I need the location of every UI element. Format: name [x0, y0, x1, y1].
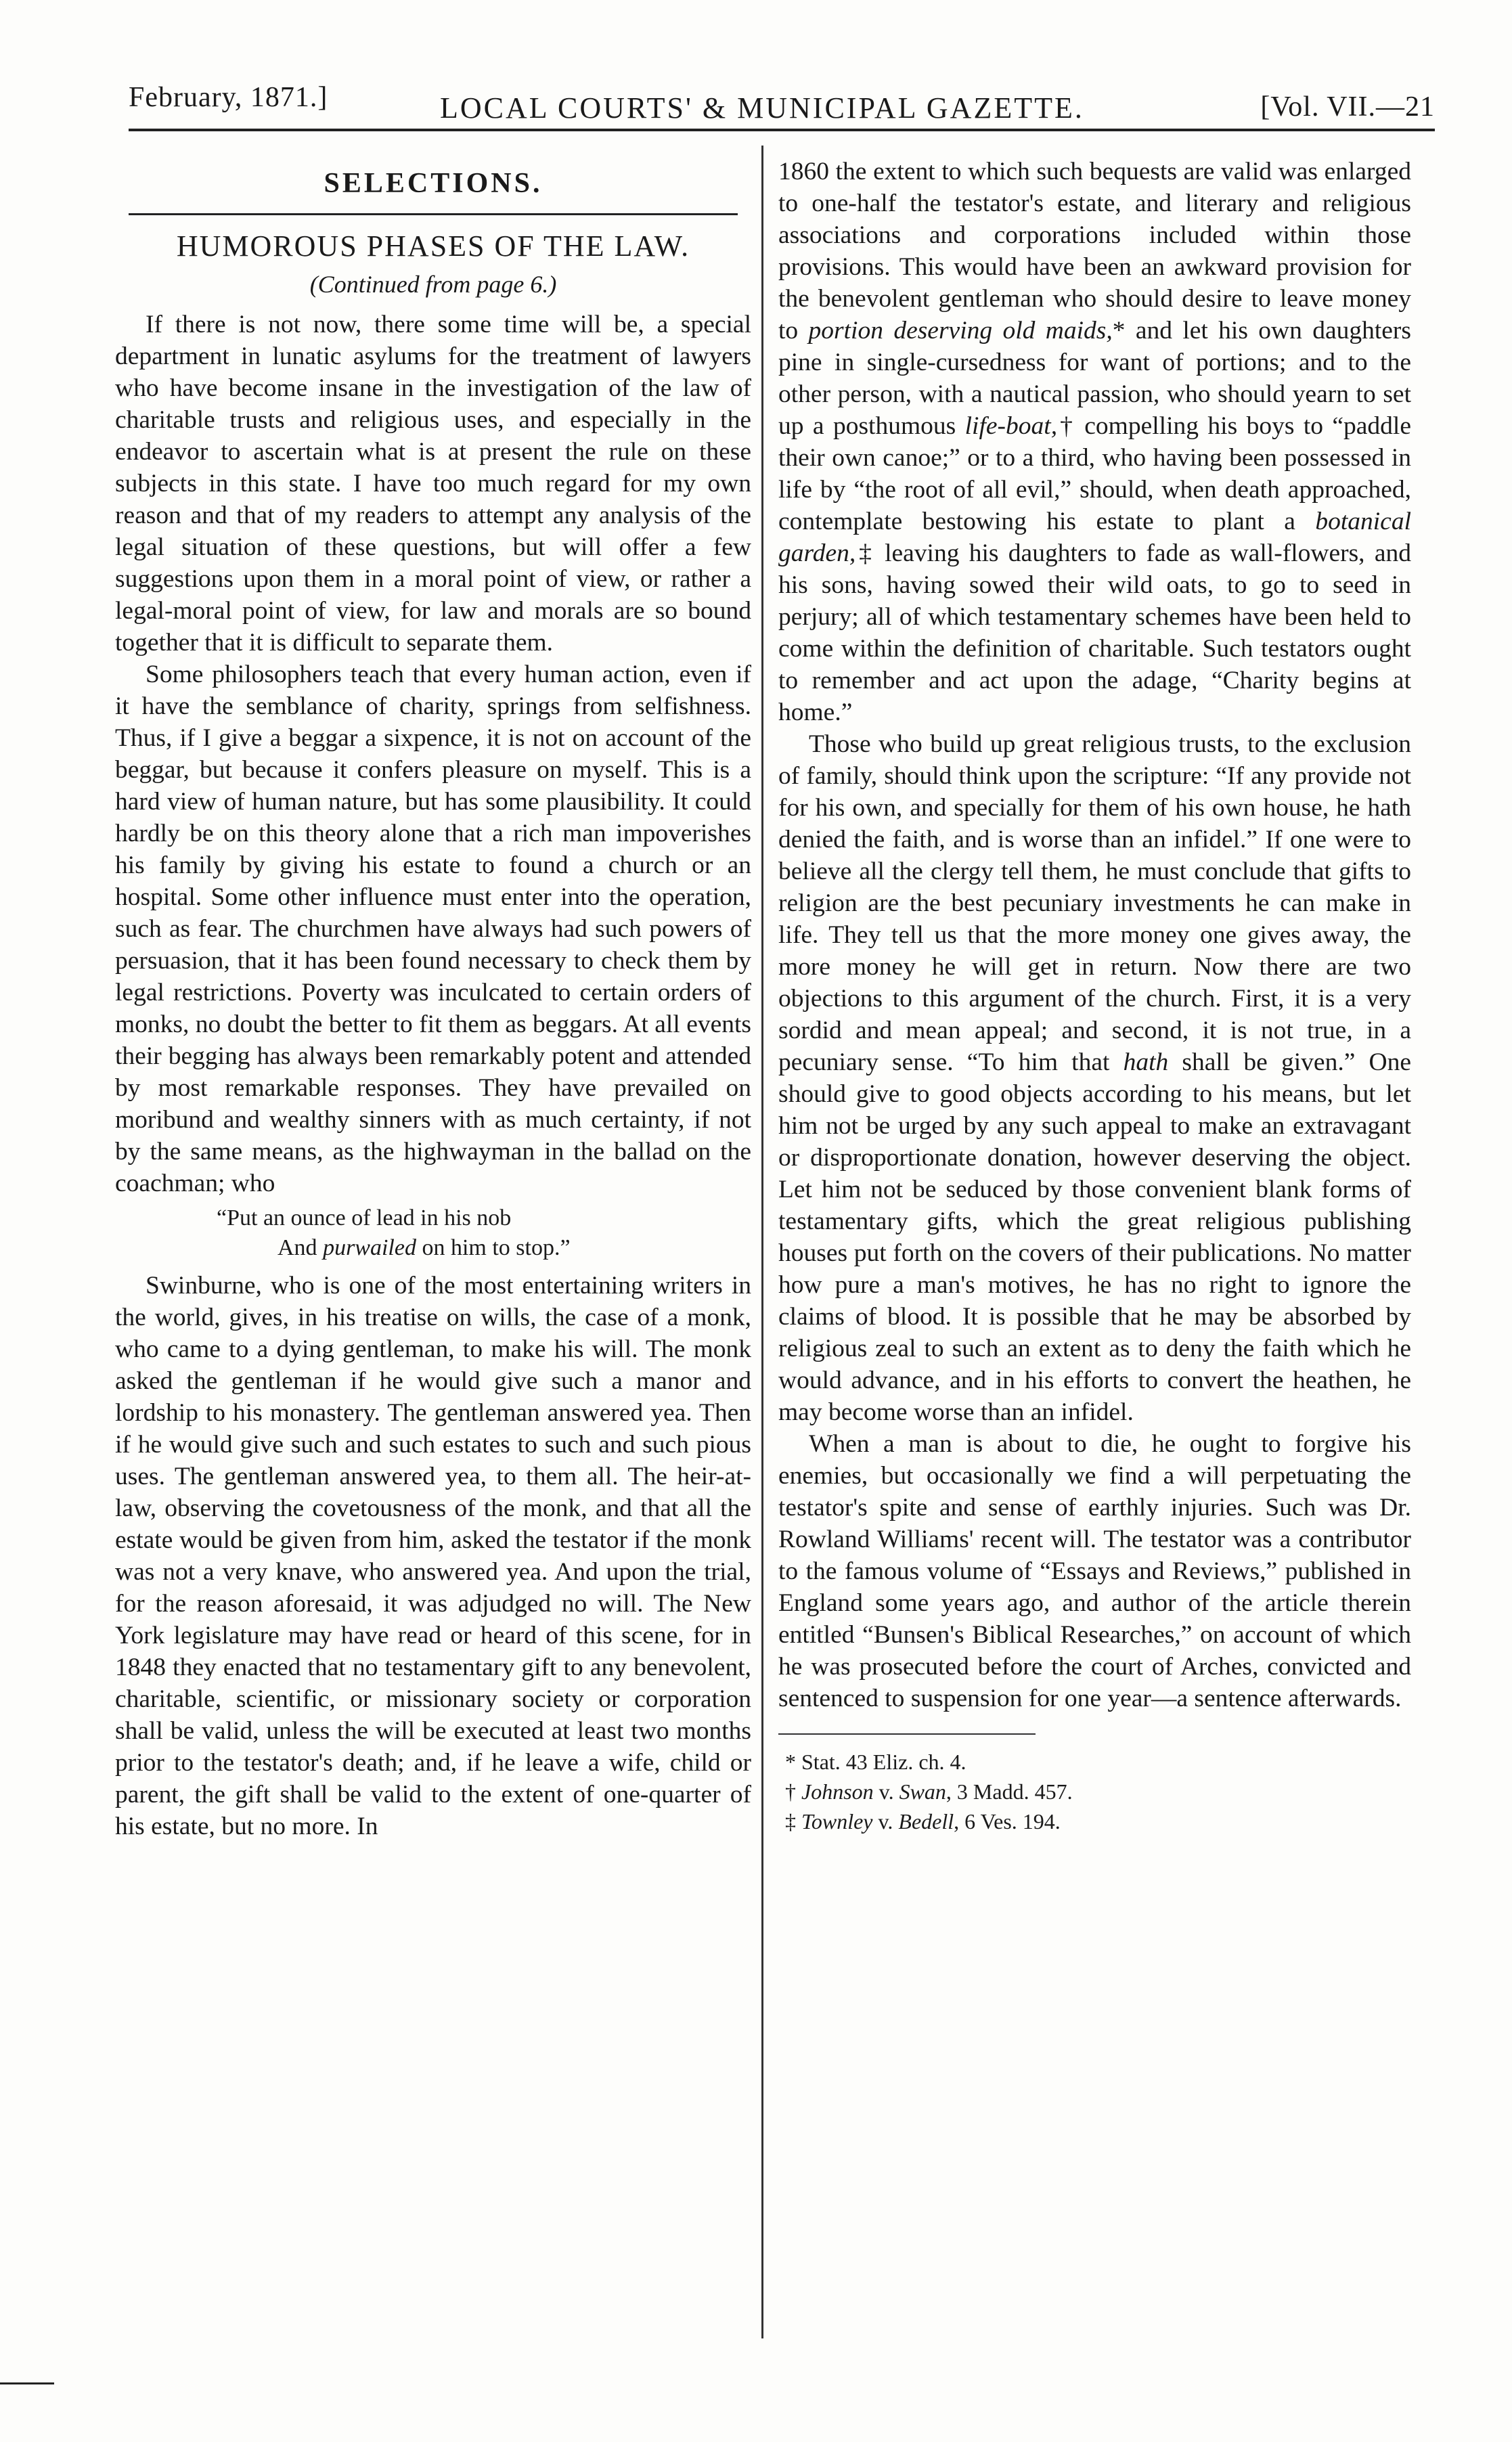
section-rule [129, 213, 738, 215]
paragraph: Swinburne, who is one of the most entertaining writers in the world, gives, in his treatise on wills, the case of a monk, who came to a dying gentleman, to make his will. The monk asked the gentleman if he would give such a manor and lordship to his monastery. The gentleman answered yea. Then if he would give such and such estates to such and such pious uses. The gentleman answered yea, to them all. The heir-at-law, observing the covetousness of the monk, and that all the estate would be given from him, asked the testator if the monk was not a very knave, who answered yea. And upon the trial, for the reason aforesaid, it was adjudged no will. The New York legislature may have read or heard of this scene, for in 1848 they enacted that no testamentary gift to any benevolent, charitable, scientific, or missionary society or corporation shall be valid, unless the will be executed at least two months prior to the testator's death; and, if he leave a wife, child or parent, the gift shall be valid to the extent of one-quarter of his estate, but no more. In [115, 1272, 751, 1840]
paragraph: 1860 the extent to which such bequests are valid was enlarged to one-half the testator's estate, and literary and religious associations and corporations included within those provisions. This would have been an awkward provision for the benevolent gentleman who should desire to leave money to portion deserving old maids,* and let his own daughters pine in single-cursedness for want of portions; and to the other person, with a nautical passion, who should yearn to set up a posthumous life-boat,† compelling his boys to “paddle their own canoe;” or to a third, who having been possessed in life by “the root of all evil,” should, when death approached, contemplate bestowing his estate to plant a botanical garden,‡ leaving his daughters to fade as wall-flowers, and his sons, having sowed their wild oats, to go to seed in perjury; all of which testamentary schemes have been held to come within the definition of charitable. Such testators ought to remember and act upon the adage, “Charity begins at home.” [778, 158, 1412, 726]
paragraph: Some philosophers teach that every human action, even if it have the semblance of charity, springs from selfishness. Thus, if I give a beggar a sixpence, it is not on account of the beggar, but because it confers pleasure on myself. This is a hard view of human nature, but has some plausibility. It could hardly be on this theory alone that a rich man impoverishes his family by giving his estate to found a church or an hospital. Some other influence must enter into the operation, such as fear. The churchmen have always had such powers of persuasion, that it has been found necessary to check them by legal restrictions. Poverty was inculcated to certain orders of monks, no doubt the better to fit them as beggars. At all events their begging has always been remarkably potent and attended by most remarkable responses. They have prevailed on moribund and wealthy sinners with as much certainty, if not by the same means, as the highwayman in the ballad on the coachman; who [115, 661, 751, 1197]
paragraph: When a man is about to die, he ought to forgive his enemies, but occasionally we find a will perpetuating the testator's spite and sense of earthly injuries. Such was Dr. Rowland Williams' recent will. The testator was a contributor to the famous volume of “Essays and Reviews,” published in England some years ago, and author of the article therein entitled “Bunsen's Biblical Researches,” on account of which he was prosecuted before the court of Arches, convicted and sentenced to suspension for one year—a sentence afterwards. [778, 1430, 1411, 1712]
running-header [129, 81, 1435, 129]
header-title: LOCAL COURTS' & MUNICIPAL GAZETTE. [440, 91, 1084, 125]
footnote: ‡ Townley v. Bedell, 6 Ves. 194. [785, 1809, 1061, 1834]
ballad-quote [115, 1203, 751, 1263]
column-divider [761, 146, 763, 2338]
header-volume: [Vol. VII.—21 [1260, 91, 1435, 123]
right-column [778, 156, 1411, 1836]
article-title: HUMOROUS PHASES OF THE LAW. [176, 229, 690, 263]
paragraph: If there is not now, there some time will be, a special department in lunatic asylums for the treatment of lawyers who have become insane in the investigation of the law of charitable trusts and religious uses, and especially in the endeavor to ascertain what is at present the rule on these subjects in this state. I have too much regard for my own reason and that of my readers to attempt any analysis of the legal situation of these questions, but will offer a few suggestions upon them in a moral point of view, or rather a legal-moral point of view, for law and morals are so bound together that it is difficult to separate them. [115, 311, 751, 657]
footnote-rule [778, 1733, 1036, 1735]
verse-line: “Put an ounce of lead in his nob [217, 1205, 512, 1230]
footnotes [778, 1747, 1411, 1836]
verse-line: And purwailed on him to stop.” [277, 1235, 571, 1260]
section-heading: SELECTIONS. [324, 168, 543, 199]
footnote: * Stat. 43 Eliz. ch. 4. [785, 1750, 966, 1774]
footnote: † Johnson v. Swan, 3 Madd. 457. [785, 1779, 1073, 1804]
continued-note: (Continued from page 6.) [309, 271, 557, 298]
paragraph: Those who build up great religious trusts, to the exclusion of family, should think upon the scripture: “If any provide not for his own, and specially for them of his own house, he hath denied the faith, and is worse than an infidel.” If one were to believe all the clergy tell them, he must conclude that gifts to religion are the best pecuniary investments he can make in life. They tell us that the more money one gives away, the more money he will get in return. Now there are two objections to this argument of the church. First, it is a very sordid and mean appeal; and second, it is not true, in a pecuniary sense. “To him that hath shall be given.” One should give to good objects according to his means, but let him not be urged by any such appeal to make an extravagant or disproportionate donation, however deserving the object. Let him not be seduced by those convenient blank forms of testamentary gifts, which the great religious publishing houses put forth on the covers of their publications. No matter how pure a man's motives, he has no right to ignore the claims of blood. It is possible that he may be absorbed by religious zeal to such an extent as to deny the faith which he would advance, and in his efforts to convert the heathen, he may become worse than an infidel. [778, 730, 1411, 1426]
bottom-rule [0, 2382, 54, 2384]
left-column [115, 156, 751, 1842]
header-rule [129, 129, 1435, 131]
header-date: February, 1871.] [129, 82, 328, 113]
